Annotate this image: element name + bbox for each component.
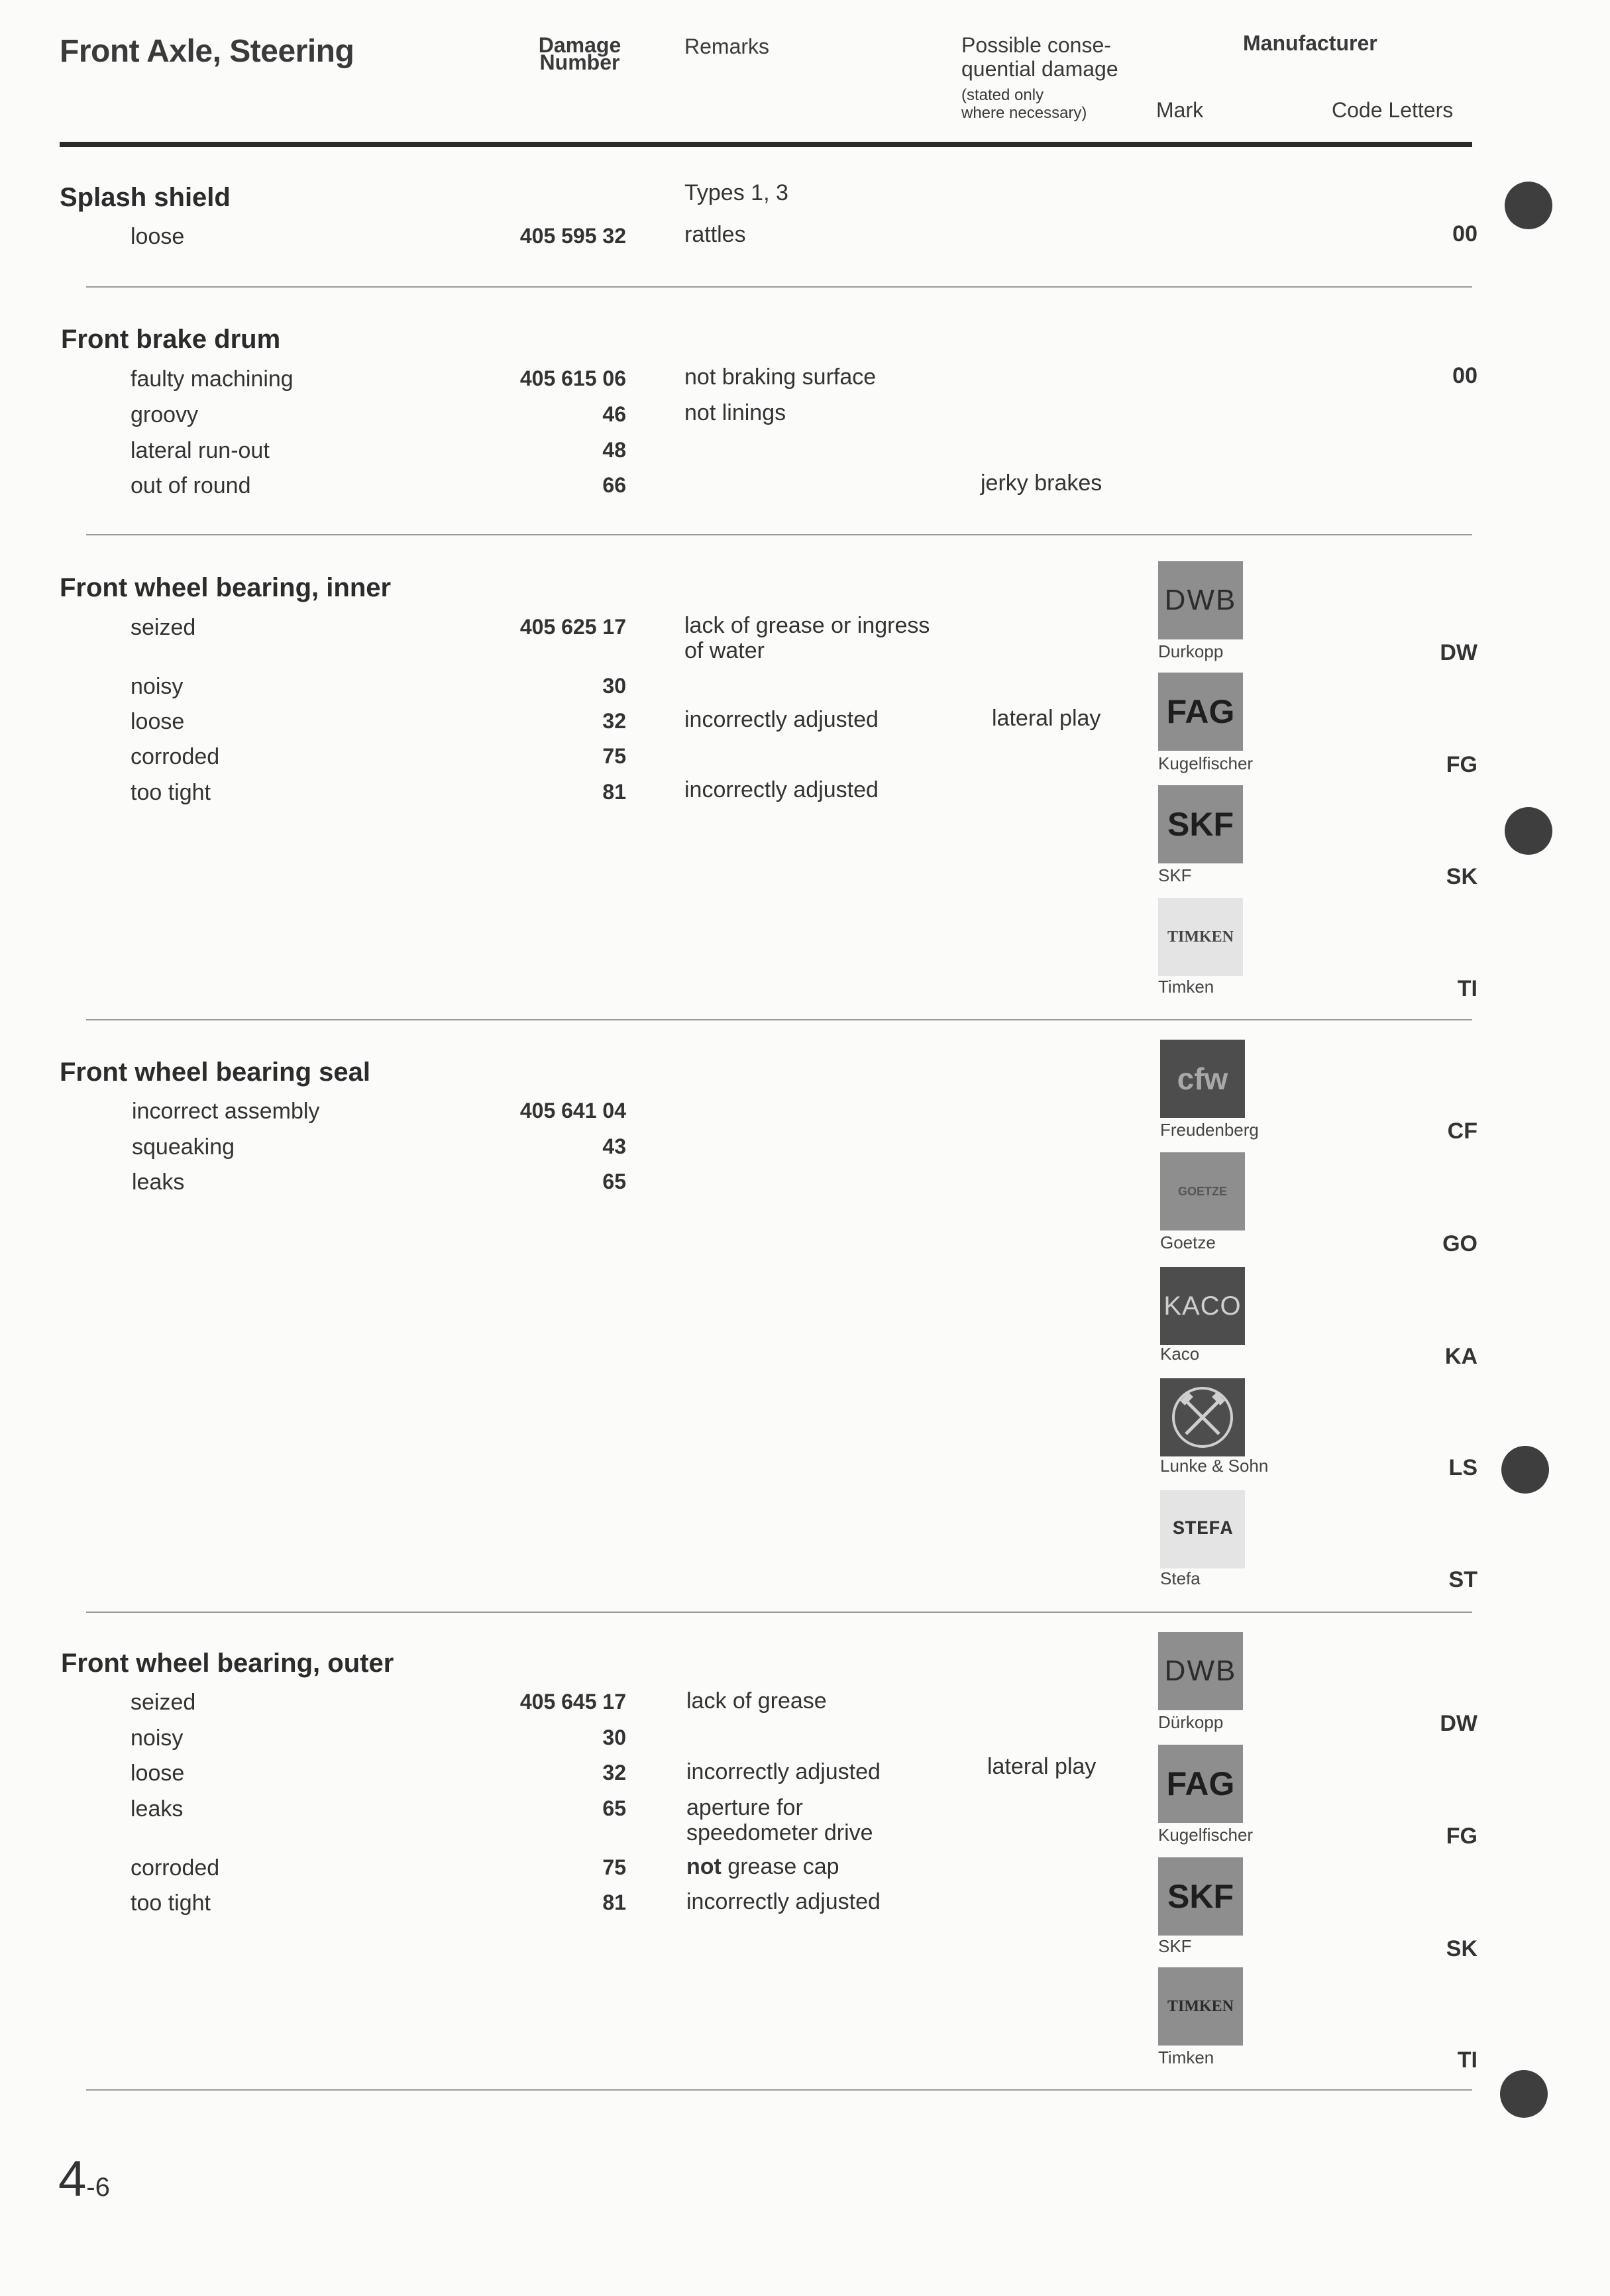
- code-letters: FG: [1446, 752, 1477, 777]
- kaco-logo-icon: KACO: [1160, 1267, 1245, 1345]
- manufacturer-name: Lunke & Sohn: [1160, 1456, 1269, 1476]
- fag-logo-icon: FAG: [1158, 1745, 1243, 1823]
- section-title: Front wheel bearing, inner: [60, 573, 392, 602]
- manufacturer-name: Timken: [1158, 977, 1214, 997]
- damage-item: lateral run-out: [131, 438, 270, 463]
- skf-logo-icon: SKF: [1158, 1857, 1243, 1936]
- damage-number: 48: [602, 438, 626, 462]
- punch-hole-icon: [1505, 807, 1552, 855]
- damage-item: loose: [131, 709, 185, 734]
- manufacturer-name: SKF: [1158, 865, 1192, 885]
- manufacturer-name: Kugelfischer: [1158, 753, 1254, 773]
- manufacturer-name: Goetze: [1160, 1232, 1216, 1252]
- mark-header: Mark: [1156, 98, 1204, 122]
- damage-number: 46: [602, 402, 626, 426]
- section-title: Front brake drum: [61, 325, 281, 354]
- damage-item: squeaking: [132, 1134, 235, 1160]
- remark: lack of grease: [686, 1688, 827, 1714]
- damage-number: 65: [602, 1170, 626, 1193]
- remark: incorrectly adjusted: [686, 1759, 881, 1784]
- damage-number-header: Damage Number: [538, 33, 621, 74]
- manufacturer-name: Stefa: [1160, 1568, 1201, 1588]
- code-letters: ST: [1448, 1567, 1477, 1592]
- consequential-header: Possible conse- quential damage: [961, 33, 1118, 81]
- damage-item: noisy: [131, 674, 184, 699]
- section-divider: [86, 1612, 1472, 1613]
- code-letters: SK: [1446, 864, 1477, 889]
- code-letters: SK: [1446, 1936, 1477, 1961]
- damage-number: 43: [602, 1134, 626, 1158]
- section-title: Front wheel bearing, outer: [61, 1649, 394, 1678]
- remark: incorrectly adjusted: [684, 777, 879, 802]
- damage-item: corroded: [131, 744, 220, 769]
- damage-number: 75: [602, 744, 626, 768]
- damage-number: 65: [602, 1796, 626, 1820]
- damage-item: loose: [131, 1761, 185, 1786]
- code-letters-header: Code Letters: [1332, 98, 1454, 122]
- consequence: jerky brakes: [981, 470, 1102, 496]
- code-letters: LS: [1448, 1455, 1477, 1480]
- section-divider: [86, 534, 1472, 535]
- damage-number: 405 625 17: [519, 615, 626, 639]
- lunke-sohn-logo-icon: [1160, 1378, 1245, 1456]
- manufacturer-header: Manufacturer: [1243, 31, 1377, 55]
- damage-item: leaks: [132, 1170, 185, 1195]
- damage-number: 32: [602, 709, 626, 733]
- section-divider: [86, 286, 1472, 288]
- page-number: 4-6: [58, 2151, 110, 2207]
- remark: incorrectly adjusted: [686, 1889, 881, 1914]
- code-letters: TI: [1457, 976, 1477, 1001]
- code-letters: KA: [1444, 1344, 1477, 1369]
- damage-item: corroded: [131, 1855, 220, 1881]
- page-title: Front Axle, Steering: [60, 34, 354, 69]
- damage-item: leaks: [131, 1796, 184, 1822]
- damage-item: seized: [131, 615, 196, 640]
- timken-logo-icon: TIMKEN: [1158, 1967, 1243, 2046]
- damage-number: 81: [602, 780, 626, 804]
- stefa-logo-icon: STEFA: [1160, 1490, 1245, 1568]
- consequential-note: (stated only where necessary): [961, 86, 1087, 122]
- damage-number: 81: [602, 1890, 626, 1914]
- damage-number: 75: [602, 1855, 626, 1879]
- remark: incorrectly adjusted: [684, 707, 879, 732]
- section-title: Splash shield: [60, 183, 231, 212]
- damage-item: noisy: [131, 1725, 184, 1751]
- manufacturer-name: Durkopp: [1158, 641, 1224, 661]
- manufacturer-name: Dürkopp: [1158, 1712, 1224, 1732]
- damage-number: 32: [602, 1761, 626, 1784]
- damage-number: 405 641 04: [519, 1099, 626, 1122]
- remark: lack of grease or ingress of water: [684, 613, 930, 663]
- remark: aperture for speedometer drive: [686, 1795, 873, 1845]
- damage-number: 30: [602, 1725, 626, 1749]
- damage-item: groovy: [131, 402, 199, 427]
- punch-hole-icon: [1501, 1446, 1549, 1494]
- skf-logo-icon: SKF: [1158, 785, 1243, 863]
- damage-number: 405 615 06: [519, 366, 626, 390]
- code-letters: CF: [1447, 1119, 1477, 1144]
- fag-logo-icon: FAG: [1158, 673, 1243, 751]
- code-letters: FG: [1446, 1824, 1477, 1849]
- damage-item: out of round: [131, 473, 251, 498]
- damage-item: too tight: [131, 1890, 211, 1916]
- punch-hole-icon: [1500, 2070, 1548, 2118]
- section-title: Front wheel bearing seal: [60, 1058, 371, 1087]
- code-letters: GO: [1442, 1231, 1477, 1256]
- freudenberg-logo-icon: cfw: [1160, 1040, 1245, 1118]
- dwb-logo-icon: DWB: [1158, 561, 1243, 639]
- consequence: lateral play: [992, 706, 1101, 731]
- goetze-logo-icon: GOETZE: [1160, 1152, 1245, 1230]
- section-divider: [86, 2089, 1472, 2091]
- damage-item: incorrect assembly: [132, 1099, 320, 1124]
- manufacturer-name: Kaco: [1160, 1344, 1200, 1364]
- code-letters: DW: [1440, 1711, 1477, 1736]
- manufacturer-name: Freudenberg: [1160, 1120, 1259, 1140]
- timken-logo-icon: TIMKEN: [1158, 898, 1243, 976]
- remark: not grease cap: [686, 1854, 839, 1879]
- damage-number: 66: [602, 473, 626, 497]
- section-note: Types 1, 3: [684, 180, 788, 205]
- remark: not braking surface: [684, 364, 877, 390]
- damage-item: loose: [131, 224, 185, 249]
- damage-item: seized: [131, 1690, 196, 1715]
- damage-item: too tight: [131, 780, 211, 805]
- remark: not linings: [684, 400, 786, 425]
- crossed-hammers-icon: [1166, 1381, 1239, 1454]
- code-letters: DW: [1440, 640, 1477, 665]
- punch-hole-icon: [1505, 182, 1552, 229]
- manufacturer-name: SKF: [1158, 1936, 1192, 1956]
- dwb-logo-icon: DWB: [1158, 1632, 1243, 1710]
- code-letters: 00: [1452, 221, 1477, 246]
- damage-item: faulty machining: [131, 366, 294, 392]
- manufacturer-name: Timken: [1158, 2048, 1214, 2067]
- header-rule: [60, 142, 1472, 147]
- damage-number: 405 645 17: [519, 1690, 626, 1714]
- code-letters: TI: [1457, 2048, 1477, 2073]
- code-letters: 00: [1452, 363, 1477, 388]
- damage-number: 405 595 32: [519, 224, 626, 248]
- remarks-header: Remarks: [684, 34, 770, 58]
- damage-number: 30: [602, 674, 626, 698]
- manufacturer-name: Kugelfischer: [1158, 1825, 1254, 1845]
- consequence: lateral play: [987, 1754, 1097, 1779]
- remark: rattles: [684, 222, 746, 247]
- section-divider: [86, 1019, 1472, 1020]
